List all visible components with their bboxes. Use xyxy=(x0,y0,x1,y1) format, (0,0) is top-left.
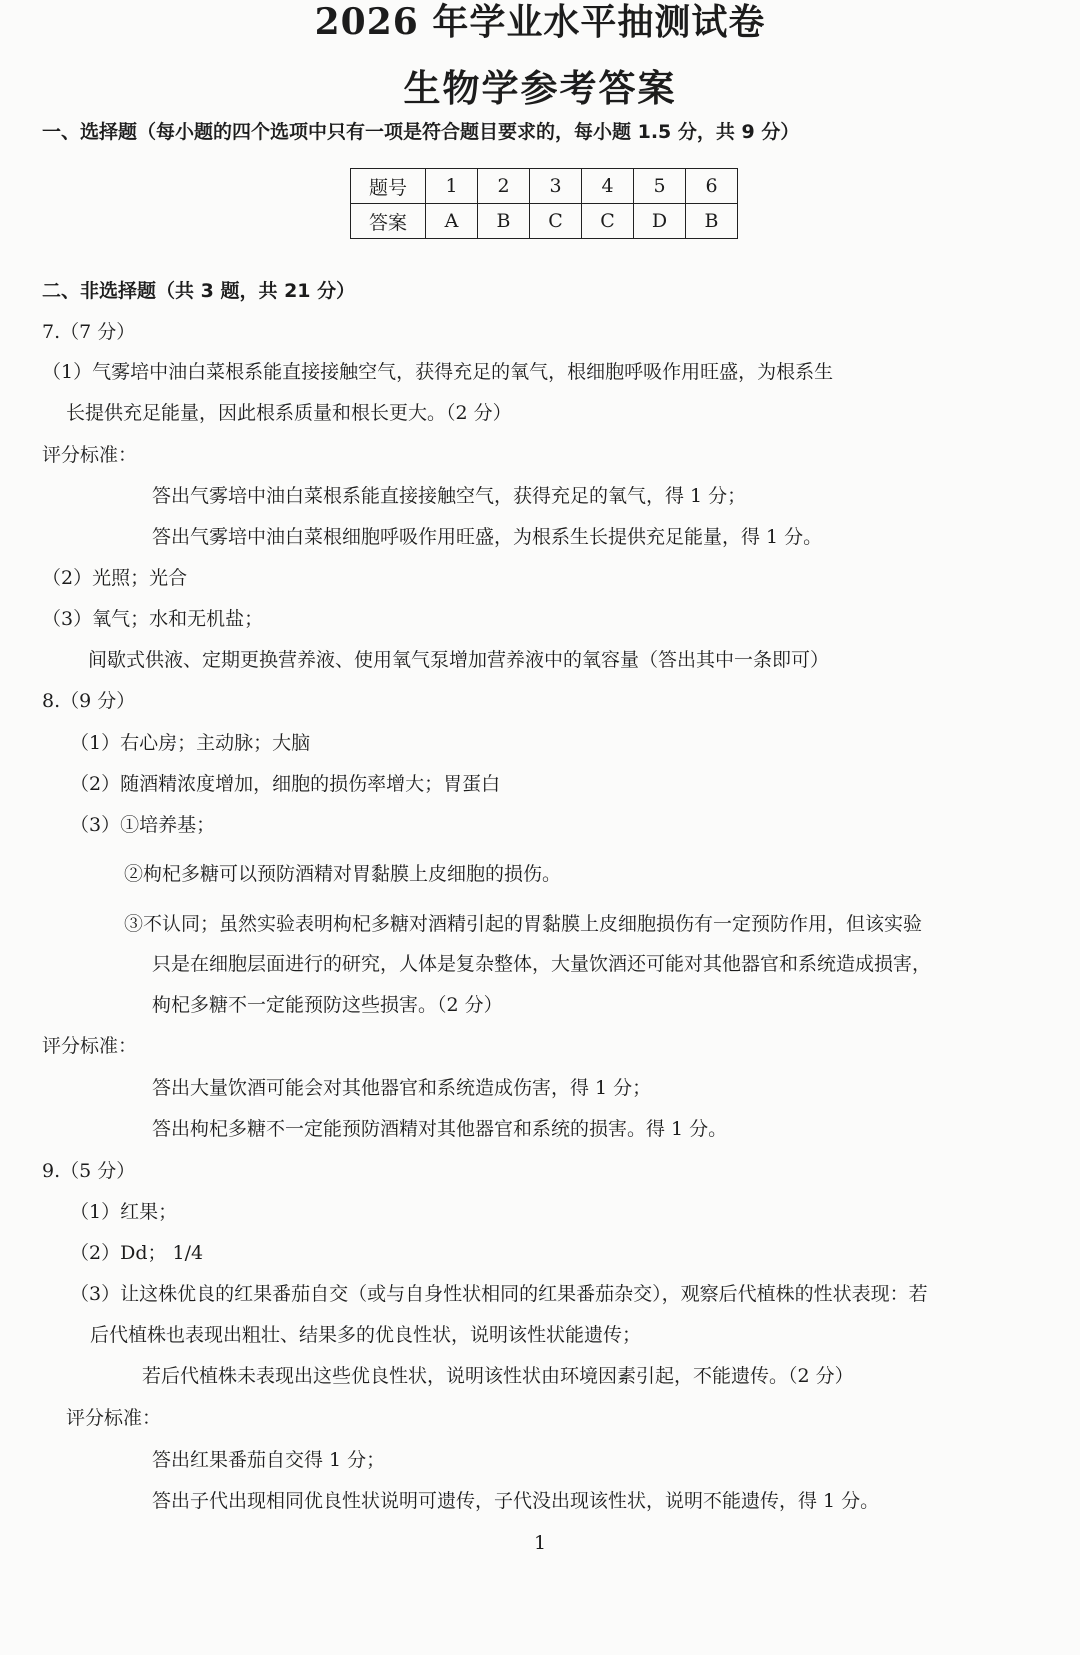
q8-part1: （1）右心房；主动脉；大脑 xyxy=(70,732,311,754)
page-subtitle: 生物学参考答案 xyxy=(403,66,677,110)
question-number: 3 xyxy=(530,169,582,204)
section2-heading: 二、非选择题（共 3 题，共 21 分） xyxy=(42,280,356,302)
q9-title: 9.（5 分） xyxy=(42,1160,136,1182)
answer-cell: B xyxy=(686,204,738,239)
answer-table xyxy=(350,168,738,239)
q7-part1-line2: 长提供充足能量，因此根系质量和根长更大。（2 分） xyxy=(66,402,512,424)
q9-scoring-label: 评分标准： xyxy=(66,1407,162,1429)
q9-part3-line2: 后代植株也表现出粗壮、结果多的优良性状，说明该性状能遗传； xyxy=(90,1324,642,1346)
answer-cell: C xyxy=(582,204,634,239)
q8-part2: （2）随酒精浓度增加，细胞的损伤率增大；胃蛋白 xyxy=(70,773,501,795)
question-number: 5 xyxy=(634,169,686,204)
question-number: 1 xyxy=(426,169,478,204)
q9-scoring-1: 答出红果番茄自交得 1 分； xyxy=(152,1449,386,1471)
q8-part3-3-line1: ③不认同；虽然实验表明枸杞多糖对酒精引起的胃黏膜上皮细胞损伤有一定预防作用，但该实验 xyxy=(124,913,923,935)
q8-part3-3-line2: 只是在细胞层面进行的研究，人体是复杂整体，大量饮酒还可能对其他器官和系统造成损害， xyxy=(152,953,932,975)
q8-scoring-label: 评分标准： xyxy=(42,1035,138,1057)
answer-cell: A xyxy=(426,204,478,239)
answer-table-row-numbers xyxy=(351,169,738,204)
q7-part3: （3）氧气；水和无机盐； xyxy=(42,608,264,630)
q7-title: 7.（7 分） xyxy=(42,321,136,343)
q7-scoring-2: 答出气雾培中油白菜根细胞呼吸作用旺盛，为根系生长提供充足能量，得 1 分。 xyxy=(152,526,823,548)
answer-cell: D xyxy=(634,204,686,239)
q9-part1: （1）红果； xyxy=(70,1201,178,1223)
q8-title: 8.（9 分） xyxy=(42,690,136,712)
q9-scoring-2: 答出子代出现相同优良性状说明可遗传，子代没出现该性状，说明不能遗传，得 1 分。 xyxy=(152,1490,880,1512)
q7-scoring-1: 答出气雾培中油白菜根系能直接接触空气，获得充足的氧气，得 1 分； xyxy=(152,485,747,507)
answer-cell: C xyxy=(530,204,582,239)
page-title: 2026 年学业水平抽测试卷 xyxy=(314,1,766,43)
q9-part3-line1: （3）让这株优良的红果番茄自交（或与自身性状相同的红果番茄杂交），观察后代植株的性状表现：若 xyxy=(70,1283,928,1305)
q8-part3: （3）①培养基； xyxy=(70,814,216,836)
q9-part2: （2）Dd； 1/4 xyxy=(70,1242,204,1264)
page-number: 1 xyxy=(533,1532,547,1554)
answer-cell: B xyxy=(478,204,530,239)
q8-scoring-1: 答出大量饮酒可能会对其他器官和系统造成伤害，得 1 分； xyxy=(152,1077,652,1099)
row-label-answer: 答案 xyxy=(351,204,426,239)
q9-part3-line3: 若后代植株未表现出这些优良性状，说明该性状由环境因素引起，不能遗传。（2 分） xyxy=(142,1365,854,1387)
q7-part3-line2: 间歇式供液、定期更换营养液、使用氧气泵增加营养液中的氧容量（答出其中一条即可） xyxy=(88,649,830,671)
question-number: 2 xyxy=(478,169,530,204)
q8-scoring-2: 答出枸杞多糖不一定能预防酒精对其他器官和系统的损害。得 1 分。 xyxy=(152,1118,728,1140)
q7-part2: （2）光照；光合 xyxy=(42,567,188,589)
section1-heading: 一、选择题（每小题的四个选项中只有一项是符合题目要求的，每小题 1.5 分，共 9 分） xyxy=(42,121,800,143)
question-number: 4 xyxy=(582,169,634,204)
row-label-number: 题号 xyxy=(351,169,426,204)
answer-table-row-answers xyxy=(351,204,738,239)
q8-part3-2: ②枸杞多糖可以预防酒精对胃黏膜上皮细胞的损伤。 xyxy=(124,863,562,885)
question-number: 6 xyxy=(686,169,738,204)
q8-part3-3-line3: 枸杞多糖不一定能预防这些损害。（2 分） xyxy=(152,994,503,1016)
q7-scoring-label: 评分标准： xyxy=(42,444,138,466)
q7-part1-line1: （1）气雾培中油白菜根系能直接接触空气，获得充足的氧气，根细胞呼吸作用旺盛，为根系生 xyxy=(42,361,834,383)
